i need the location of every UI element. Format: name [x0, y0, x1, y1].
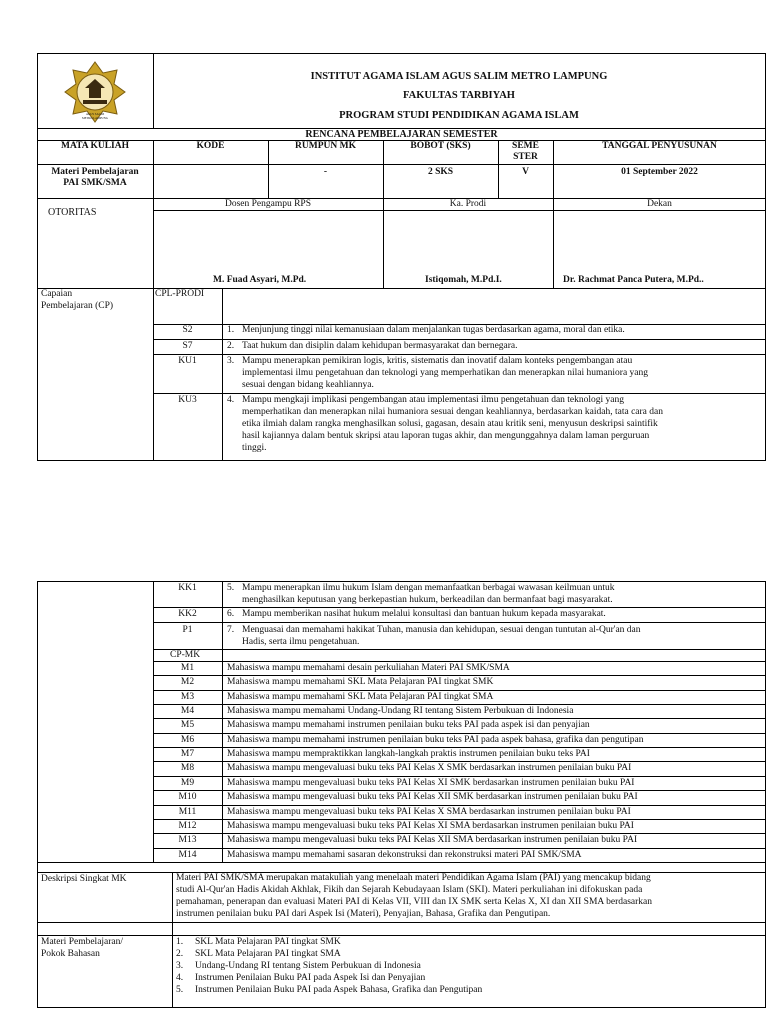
- cpmk-label: CP-MK: [170, 650, 201, 660]
- cp-label-2: Pembelajaran (CP): [41, 301, 114, 311]
- col-kode: KODE: [196, 141, 225, 151]
- logo-caption-2: METRO LAMPUNG: [81, 116, 109, 120]
- cpmk-text: Mahasiswa mampu mengevaluasi buku teks PAI Kelas XII SMK berdasarkan instrumen penilaian buku PAI: [227, 792, 638, 803]
- cpmk-text: Mahasiswa mampu memahami SKL Mata Pelajaran PAI tingkat SMK: [227, 677, 494, 688]
- dosen-label: Dosen Pengampu RPS: [224, 199, 312, 209]
- cpl-code: KK1: [178, 583, 197, 593]
- materi-text: Instrumen Penilaian Buku PAI pada Aspek Isi dan Penyajian: [195, 973, 426, 983]
- cpmk-text: Mahasiswa mampu memahami sasaran dekonstruksi dan rekonstruksi materi PAI SMK/SMA: [227, 849, 582, 860]
- cpl-text: memperhatikan dan menerapkan nilai humaniora sesuai dengan keahliannya, berdasarkan kaidah, tata cara dan: [242, 407, 663, 417]
- cpmk-text: Mahasiswa mampu mengevaluasi buku teks PAI Kelas X SMK berdasarkan instrumen penilaian buku PAI: [227, 763, 632, 774]
- materi-label-2: Pokok Bahasan: [41, 949, 100, 959]
- deskripsi-text: pemahaman, penerapan dan evaluasi Materi PAI di Kelas VII, VIII dan IX SMK serta Kelas X, XI dan XII SMA berdasarkan: [176, 897, 653, 907]
- cp-label-1: Capaian: [41, 289, 73, 299]
- cpmk-code: M8: [180, 763, 195, 774]
- materi-num: 3.: [176, 961, 184, 971]
- cpmk-code: M10: [178, 792, 197, 803]
- col-rumpun: RUMPUN MK: [295, 141, 356, 151]
- cpmk-code: M13: [178, 835, 197, 846]
- cpmk-text: Mahasiswa mampu memahami instrumen penilaian buku teks PAI pada aspek isi dan penyajian: [227, 720, 590, 731]
- logo-caption-1: AGUS SALIM: [85, 112, 105, 116]
- cpl-text: Taat hukum dan disiplin dalam kehidupan bermasyarakat dan bernegara.: [242, 341, 518, 351]
- cpmk-code: M9: [180, 777, 195, 788]
- cpl-text: sesuai dengan bidang keahliannya.: [242, 380, 374, 390]
- dekan-name: Dr. Rachmat Panca Putera, M.Pd..: [563, 275, 704, 285]
- cpmk-code: M11: [178, 806, 197, 817]
- deskripsi-text: Materi PAI SMK/SMA merupakan matakuliah yang menelaah materi Pendidikan Agama Islam (PAI) yang mencakup bidang: [176, 873, 651, 883]
- cpmk-text: Mahasiswa mampu memahami SKL Mata Pelajaran PAI tingkat SMA: [227, 691, 494, 702]
- deskripsi-label: Deskripsi Singkat MK: [41, 874, 127, 884]
- materi-num: 4.: [176, 973, 184, 983]
- program-name: PROGRAM STUDI PENDIDIKAN AGAMA ISLAM: [339, 110, 579, 121]
- dekan-label: Dekan: [647, 199, 672, 209]
- deskripsi-text: instrumen penilaian buku PAI dari Aspek Isi (Materi), Penyajian, Bahasa, Grafika dan Pengutipan.: [176, 909, 551, 919]
- cpmk-code: M6: [180, 734, 195, 745]
- cpmk-code: M4: [180, 706, 195, 717]
- document-title: RENCANA PEMBELAJARAN SEMESTER: [305, 129, 498, 140]
- cpl-code: S2: [182, 325, 193, 335]
- course-rumpun: -: [323, 167, 328, 177]
- cpmk-code: M1: [180, 663, 195, 673]
- cpl-text: etika ilmiah dalam rangka menghasilkan solusi, gagasan, desain atau kritik seni, menyusun deskripsi saintifik: [242, 419, 658, 429]
- cpl-num: 1.: [227, 325, 235, 335]
- cpl-code: P1: [182, 625, 193, 635]
- course-bobot: 2 SKS: [427, 167, 454, 177]
- cpmk-code: M14: [178, 849, 197, 860]
- materi-text: Instrumen Penilaian Buku PAI pada Aspek Bahasa, Grafika dan Pengutipan: [195, 985, 483, 995]
- cpl-num: 4.: [227, 395, 235, 405]
- cpl-code: KU1: [178, 356, 197, 366]
- cpmk-text: Mahasiswa mampu memahami Undang-Undang RI tentang Sistem Perbukuan di Indonesia: [227, 706, 574, 717]
- cpl-text: menghasilkan keputusan yang berkepastian hukum, berkeadilan dan bermanfaat bagi masyarakat.: [242, 595, 613, 605]
- cpl-num: 2.: [227, 341, 235, 351]
- course-name-2: PAI SMK/SMA: [63, 178, 127, 188]
- cpl-num: 3.: [227, 356, 235, 366]
- materi-text: SKL Mata Pelajaran PAI tingkat SMA: [195, 949, 341, 959]
- cpmk-code: M3: [180, 691, 195, 702]
- cpmk-text: Mahasiswa mampu memahami desain perkuliahan Materi PAI SMK/SMA: [227, 663, 510, 673]
- otoritas-label: OTORITAS: [48, 207, 97, 218]
- cpl-text: Menjunjung tinggi nilai kemanusiaan dalam menjalankan tugas berdasarkan agama, moral dan etika.: [242, 325, 625, 335]
- deskripsi-text: studi Al-Qur'an Hadis Akidah Akhlak, Fikih dan Sejarah Kebudayaan Islam (SKI). Materi perkuliahan ini difokuskan pada: [176, 885, 643, 895]
- faculty-name: FAKULTAS TARBIYAH: [403, 90, 515, 101]
- course-name-1: Materi Pembelajaran: [51, 167, 139, 177]
- cpl-text: hasil kajiannya dalam bentuk skripsi atau laporan tugas akhir, dan mengunggahnya dalam laman perguruan: [242, 431, 650, 441]
- course-tanggal: 01 September 2022: [621, 167, 698, 177]
- cpmk-text: Mahasiswa mampu memahami instrumen penilaian buku teks PAI pada aspek bahasa, grafika dan pengutipan: [227, 734, 644, 745]
- cpmk-text: Mahasiswa mampu mengevaluasi buku teks PAI Kelas XII SMA berdasarkan instrumen penilaian buku PAI: [227, 835, 638, 846]
- col-tanggal: TANGGAL PENYUSUNAN: [602, 141, 717, 151]
- materi-num: 2.: [176, 949, 184, 959]
- cpmk-code: M12: [178, 820, 197, 831]
- col-bobot: BOBOT (SKS): [410, 141, 471, 151]
- cpl-text: Hadis, serta ilmu pengetahuan.: [242, 637, 360, 647]
- cpl-text: Mampu memberikan nasihat hukum melalui konsultasi dan bantuan hukum kepada masyarakat.: [242, 609, 606, 619]
- cpl-num: 7.: [227, 625, 235, 635]
- materi-text: Undang-Undang RI tentang Sistem Perbukuan di Indonesia: [195, 961, 421, 971]
- materi-text: SKL Mata Pelajaran PAI tingkat SMK: [195, 937, 341, 947]
- cpl-code: KU3: [178, 395, 197, 405]
- cpl-num: 5.: [227, 583, 235, 593]
- cpl-num: 6.: [227, 609, 235, 619]
- materi-num: 1.: [176, 937, 184, 947]
- cpmk-code: M5: [180, 720, 195, 731]
- kaprodi-label: Ka. Prodi: [449, 199, 487, 209]
- cpmk-code: M7: [180, 749, 195, 760]
- materi-num: 5.: [176, 985, 184, 995]
- cpmk-text: Mahasiswa mampu mengevaluasi buku teks PAI Kelas XI SMA berdasarkan instrumen penilaian buku PAI: [227, 820, 634, 831]
- cpl-text: Mampu mengkaji implikasi pengembangan atau implementasi ilmu pengetahuan dan teknologi yang: [242, 395, 625, 405]
- institute-name: INSTITUT AGAMA ISLAM AGUS SALIM METRO LAMPUNG: [310, 71, 608, 82]
- cpl-code: S7: [182, 341, 193, 351]
- col-semester-1: SEME: [512, 141, 539, 151]
- dosen-name: M. Fuad Asyari, M.Pd.: [213, 275, 307, 285]
- materi-label-1: Materi Pembelajaran/: [41, 937, 124, 947]
- col-semester-2: STER: [513, 152, 538, 162]
- kaprodi-name: Istiqomah, M.Pd.I.: [425, 275, 502, 285]
- cpl-code: KK2: [178, 609, 197, 619]
- cpmk-code: M2: [180, 677, 195, 688]
- cpmk-text: Mahasiswa mampu mempraktikkan langkah-langkah praktis instrumen penilaian buku teks PAI: [227, 749, 590, 760]
- cpmk-text: Mahasiswa mampu mengevaluasi buku teks PAI Kelas XI SMK berdasarkan instrumen penilaian buku PAI: [227, 777, 635, 788]
- cpmk-text: Mahasiswa mampu mengevaluasi buku teks PAI Kelas X SMA berdasarkan instrumen penilaian buku PAI: [227, 806, 631, 817]
- cpl-text: tinggi.: [242, 443, 267, 453]
- cpl-text: Mampu menerapkan ilmu hukum Islam dengan memanfaatkan berbagai wawasan keilmuan untuk: [242, 583, 615, 593]
- cpl-text: implementasi ilmu pengetahuan dan teknologi yang memperhatikan dan menerapkan nilai humaniora yang: [242, 368, 648, 378]
- cpl-text: Mampu menerapkan pemikiran logis, kritis, sistematis dan inovatif dalam konteks pengembangan atau: [242, 356, 633, 366]
- course-semester: V: [522, 167, 529, 177]
- cpl-prodi-label: CPL-PRODI: [155, 289, 205, 299]
- cpl-text: Menguasai dan memahami hakikat Tuhan, manusia dan kehidupan, sesuai dengan tuntutan al-Qur'an dan: [242, 625, 641, 635]
- col-mata-kuliah: MATA KULIAH: [61, 141, 129, 151]
